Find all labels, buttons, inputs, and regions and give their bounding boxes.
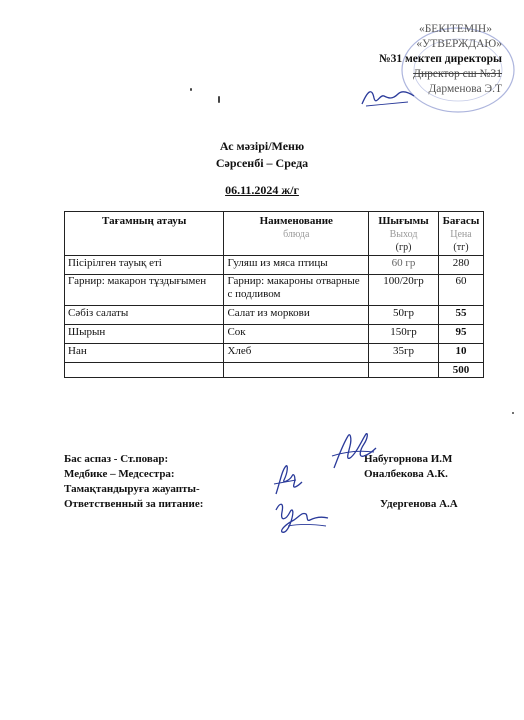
cook-role: Бас аспаз - Ст.повар: bbox=[64, 453, 169, 465]
menu-day: Сәрсенбі – Среда bbox=[215, 156, 309, 170]
dish-kz: Шырын bbox=[65, 325, 224, 344]
dish-ru: Гуляш из мяса птицы bbox=[224, 256, 369, 275]
scan-mark bbox=[218, 96, 220, 103]
dish-price: 60 bbox=[438, 275, 483, 306]
approve-ru: «УТВЕРЖДАЮ» bbox=[416, 38, 502, 50]
dish-kz: Пісірілген тауық еті bbox=[65, 256, 224, 275]
nurse-signature bbox=[270, 462, 306, 500]
col-header-output: Шығымы Выход (гр) bbox=[369, 212, 439, 256]
table-total-row bbox=[65, 363, 484, 378]
nurse-name: Оналбекова А.К. bbox=[364, 468, 448, 480]
dish-ru: Хлеб bbox=[224, 344, 369, 363]
resp-role-kz: Тамақтандыруға жауапты- bbox=[64, 483, 200, 495]
dish-price: 10 bbox=[438, 344, 483, 363]
dish-output: 50гр bbox=[369, 306, 439, 325]
dish-price: 55 bbox=[438, 306, 483, 325]
scan-mark bbox=[512, 412, 514, 414]
table-header-row bbox=[65, 212, 484, 256]
dish-output: 100/20гр bbox=[369, 275, 439, 306]
dish-output: 35гр bbox=[369, 344, 439, 363]
dish-ru: Сок bbox=[224, 325, 369, 344]
resp-role-ru: Ответственный за питание: bbox=[64, 498, 204, 510]
menu-date: 06.11.2024 ж/г bbox=[225, 183, 299, 197]
dish-price: 95 bbox=[438, 325, 483, 344]
dish-ru: Салат из моркови bbox=[224, 306, 369, 325]
approve-kz: «БЕКІТЕМІН» bbox=[418, 23, 492, 35]
col-header-kz: Тағамның атауы bbox=[65, 212, 224, 256]
approve-director-kz: №31 мектеп директоры bbox=[379, 53, 502, 65]
scan-mark bbox=[190, 88, 192, 91]
cook-signature bbox=[328, 428, 380, 474]
approve-director-name: Дарменова Э.Т bbox=[428, 83, 502, 95]
col-header-price: Бағасы Цена (тг) bbox=[438, 212, 483, 256]
approve-director-ru: Директор сш №31 bbox=[413, 68, 502, 80]
table-row bbox=[65, 325, 484, 344]
cook-name: Набугорнова И.М bbox=[364, 453, 453, 465]
responsible-signature bbox=[272, 498, 332, 538]
col-header-ru: Наименование блюда bbox=[224, 212, 369, 256]
dish-output: 60 гр bbox=[369, 256, 439, 275]
dish-kz: Сәбіз салаты bbox=[65, 306, 224, 325]
table-row bbox=[65, 275, 484, 306]
table-row bbox=[65, 306, 484, 325]
table-row bbox=[65, 256, 484, 275]
menu-table bbox=[64, 211, 484, 378]
total-price: 500 bbox=[438, 363, 483, 378]
dish-kz: Гарнир: макарон тұздығымен bbox=[65, 275, 224, 306]
dish-kz: Нан bbox=[65, 344, 224, 363]
nurse-role: Медбике – Медсестра: bbox=[64, 468, 175, 480]
dish-ru: Гарнир: макароны отварные с подливом bbox=[224, 275, 369, 306]
menu-title-block bbox=[0, 138, 524, 172]
dish-price: 280 bbox=[438, 256, 483, 275]
table-row bbox=[65, 344, 484, 363]
director-signature bbox=[358, 84, 418, 110]
menu-title: Ас мәзірі/Меню bbox=[219, 139, 305, 153]
dish-output: 150гр bbox=[369, 325, 439, 344]
resp-name: Удергенова А.А bbox=[380, 498, 458, 510]
